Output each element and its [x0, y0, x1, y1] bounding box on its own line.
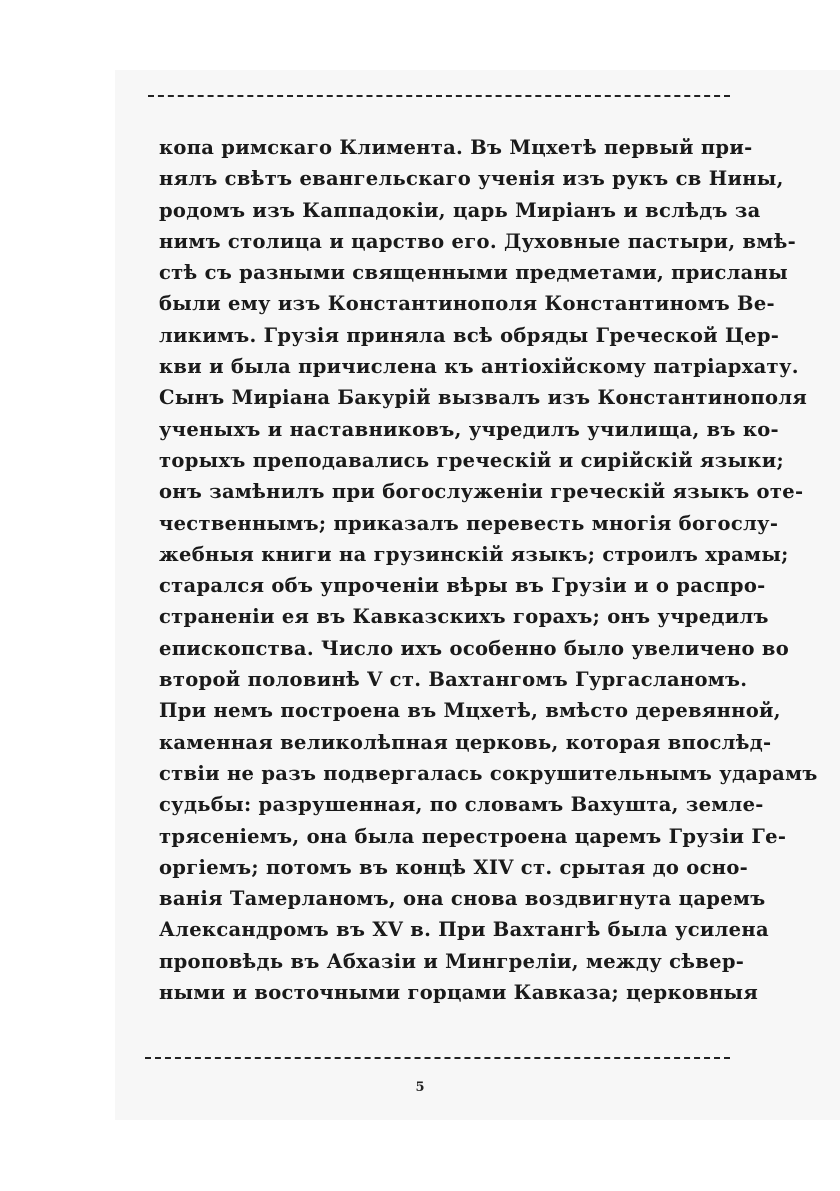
text-line: были ему изъ Константинополя Константиномъ Ве-	[159, 292, 775, 316]
text-line: При немъ построена въ Мцхетѣ, вмѣсто деревянной,	[159, 699, 781, 723]
body-text	[159, 132, 818, 1008]
text-line: ными и восточными горцами Кавказа; церковныя	[159, 981, 759, 1005]
text-line: Александромъ въ XV в. При Вахтангѣ была усилена	[159, 918, 769, 942]
bottom-rule	[145, 1057, 730, 1059]
text-line: каменная великолѣпная церковь, которая впослѣд-	[159, 730, 772, 754]
text-line: жебныя книги на грузинскій языкъ; строилъ храмы;	[159, 542, 789, 566]
text-line: судьбы: разрушенная, по словамъ Вахушта, земле-	[159, 793, 764, 817]
page-number: 5	[415, 1080, 425, 1095]
text-line: ствіи не разъ подвергалась сокрушительнымъ ударамъ	[159, 761, 818, 785]
top-rule	[148, 95, 730, 97]
text-line: онъ замѣнилъ при богослуженіи греческій языкъ оте-	[159, 480, 804, 504]
text-line: второй половинѣ V ст. Вахтангомъ Гургасланомъ.	[159, 668, 748, 692]
text-line: ванія Тамерланомъ, она снова воздвигнута царемъ	[159, 887, 766, 911]
text-line: кви и была причислена къ антіохійскому патріархату.	[159, 355, 799, 379]
text-line: нялъ свѣтъ евангельскаго ученія изъ рукъ св Нины,	[159, 167, 784, 191]
text-line: страненіи ея въ Кавказскихъ горахъ; онъ учредилъ	[159, 605, 769, 629]
text-line: стѣ съ разными священными предметами, присланы	[159, 261, 789, 285]
text-line: копа римскаго Климента. Въ Мцхетѣ первый при-	[159, 136, 753, 159]
text-line: оргіемъ; потомъ въ концѣ XIV ст. срытая до осно-	[159, 855, 749, 879]
text-line: торыхъ преподавались греческій и сирійскій языки;	[159, 448, 784, 472]
text-line: проповѣдь въ Абхазіи и Мингреліи, между сѣвер-	[159, 949, 745, 973]
text-line: чественнымъ; приказалъ перевесть многія богослу-	[159, 511, 779, 535]
text-line: епископства. Число ихъ особенно было увеличено во	[159, 636, 790, 660]
text-line: старался объ упроченіи вѣры въ Грузіи и о распро-	[159, 574, 766, 598]
text-line: нимъ столица и царство его. Духовные пастыри, вмѣ-	[159, 229, 796, 253]
text-line: ученыхъ и наставниковъ, учредилъ училища, въ ко-	[159, 417, 779, 441]
text-line: трясеніемъ, она была перестроена царемъ Грузіи Ге-	[159, 824, 787, 848]
text-line: родомъ изъ Каппадокіи, царь Миріанъ и вслѣдъ за	[159, 198, 761, 222]
text-line: Сынъ Миріана Бакурій вызвалъ изъ Константинополя	[159, 386, 808, 410]
text-line: ликимъ. Грузія приняла всѣ обряды Греческой Цер-	[159, 323, 780, 347]
